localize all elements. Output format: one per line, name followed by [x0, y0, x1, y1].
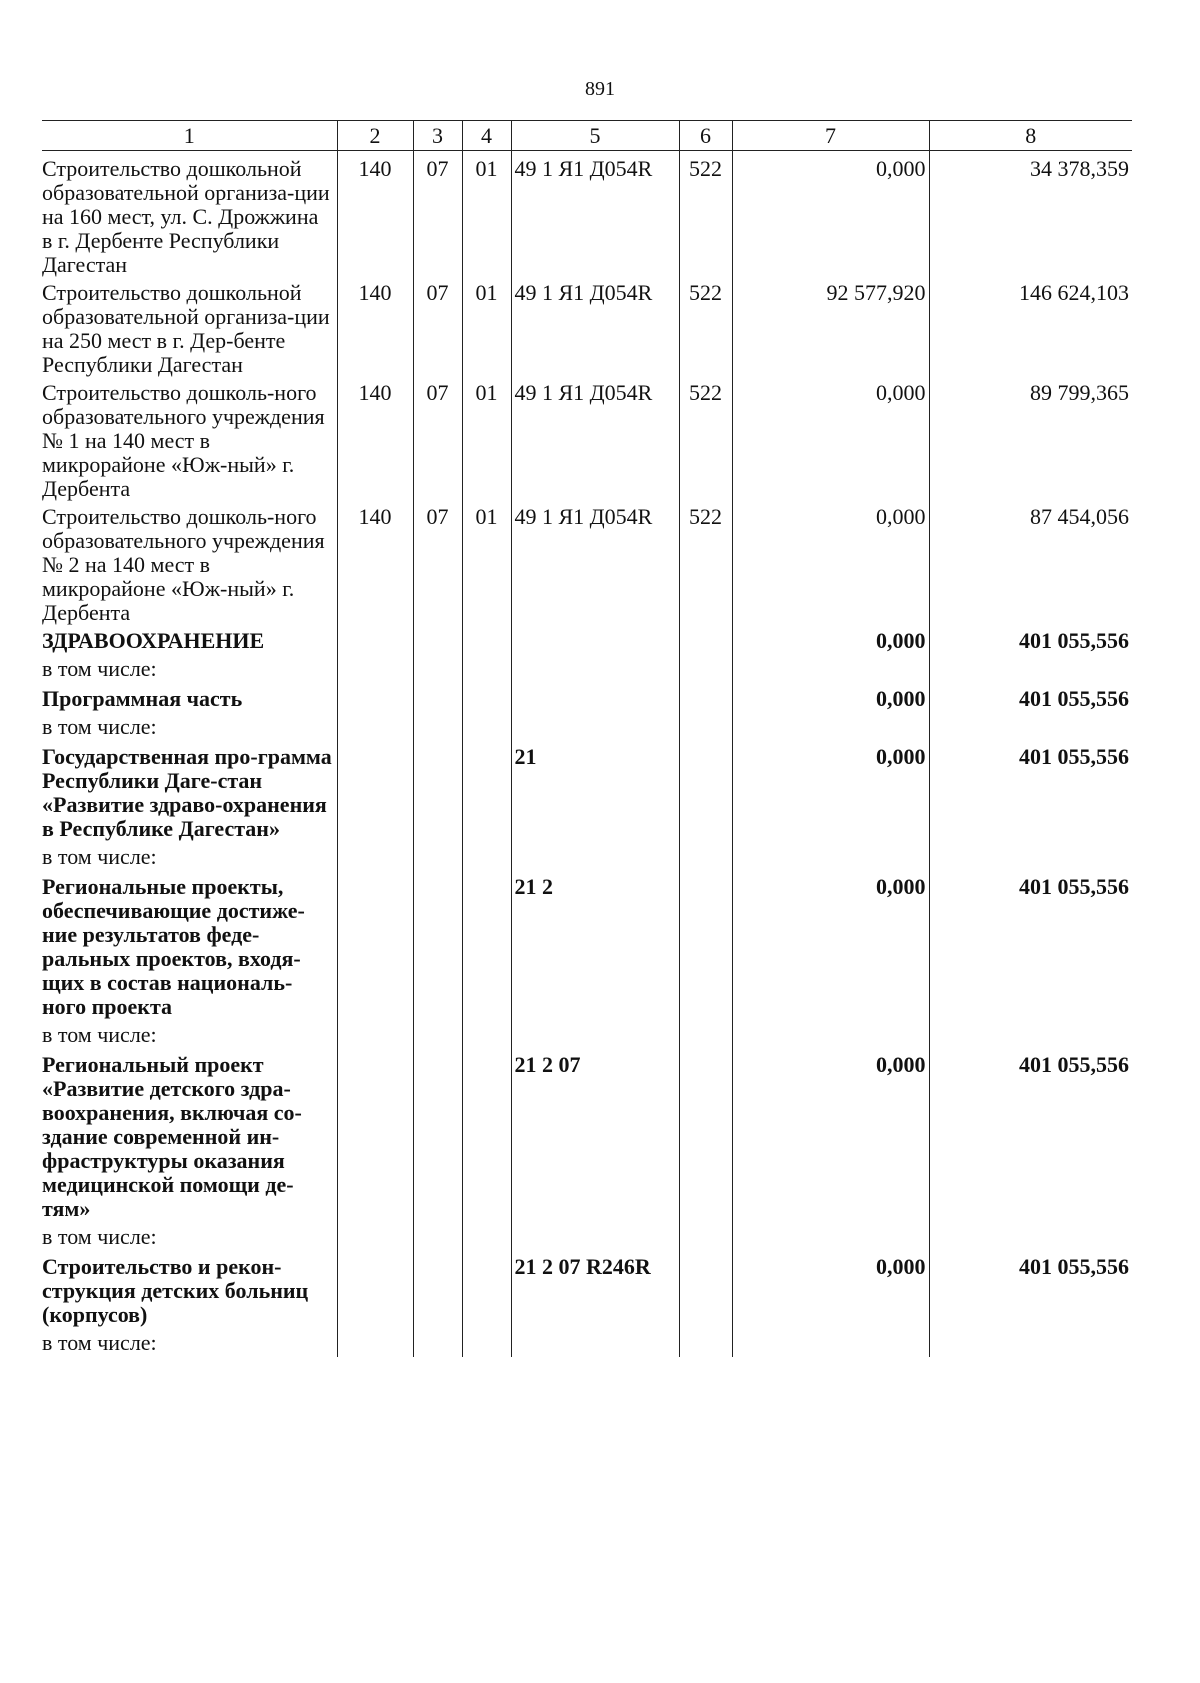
amount-col8: 401 055,556: [929, 1049, 1132, 1221]
code-col6: [679, 871, 732, 1019]
amount-col7: 0,000: [732, 741, 929, 841]
code-col4: [462, 841, 511, 871]
code-col6: 522: [679, 501, 732, 625]
column-header: 8: [929, 121, 1132, 151]
row-description: в том числе:: [42, 1330, 157, 1355]
amount-col8: [929, 841, 1132, 871]
amount-col8: [929, 1221, 1132, 1251]
code-col3: [413, 1049, 462, 1221]
table-row: [42, 151, 1132, 278]
amount-col8: [929, 1019, 1132, 1049]
row-description: Строительство дошколь-ного образовательного учреждения № 1 на 140 мест в микрорайоне «Юж-ный» г. Дербента: [42, 380, 325, 501]
table-row: [42, 501, 1132, 625]
code-col6: [679, 741, 732, 841]
row-description: в том числе:: [42, 1022, 157, 1047]
code-col5: [511, 1019, 679, 1049]
code-col2: [337, 1221, 413, 1251]
amount-col8: 87 454,056: [929, 501, 1132, 625]
table-header-row: [42, 121, 1132, 151]
amount-col7: 0,000: [732, 151, 929, 278]
code-col5: 49 1 Я1 Д054R: [511, 277, 679, 377]
code-col6: [679, 1327, 732, 1357]
code-col6: [679, 1221, 732, 1251]
amount-col7: 0,000: [732, 501, 929, 625]
code-col3: 07: [413, 377, 462, 501]
code-col3: [413, 841, 462, 871]
code-col6: [679, 653, 732, 683]
code-col2: [337, 683, 413, 711]
code-col2: [337, 711, 413, 741]
code-col6: [679, 625, 732, 653]
amount-col8: 146 624,103: [929, 277, 1132, 377]
row-description: в том числе:: [42, 1224, 157, 1249]
code-col4: [462, 1221, 511, 1251]
table-row: [42, 1251, 1132, 1327]
table-row: [42, 841, 1132, 871]
code-col5: [511, 625, 679, 653]
code-col4: [462, 625, 511, 653]
code-col3: 07: [413, 501, 462, 625]
code-col2: [337, 841, 413, 871]
code-col3: [413, 653, 462, 683]
code-col5: [511, 1327, 679, 1357]
row-description: в том числе:: [42, 714, 157, 739]
row-description: Программная часть: [42, 686, 243, 711]
table-row: [42, 741, 1132, 841]
code-col4: [462, 1251, 511, 1327]
code-col2: 140: [337, 501, 413, 625]
code-col3: [413, 625, 462, 653]
code-col4: [462, 1019, 511, 1049]
code-col4: 01: [462, 151, 511, 278]
page-number: 891: [585, 78, 615, 100]
code-col6: [679, 1049, 732, 1221]
code-col3: 07: [413, 277, 462, 377]
amount-col8: 34 378,359: [929, 151, 1132, 278]
table-row: [42, 625, 1132, 653]
amount-col7: [732, 1327, 929, 1357]
code-col5: [511, 841, 679, 871]
table-row: [42, 1221, 1132, 1251]
code-col5: 49 1 Я1 Д054R: [511, 377, 679, 501]
code-col5: 21: [511, 741, 679, 841]
code-col2: 140: [337, 377, 413, 501]
code-col4: 01: [462, 277, 511, 377]
code-col4: 01: [462, 501, 511, 625]
row-description: Строительство дошкольной образовательной организа-ции на 160 мест, ул. С. Дрожжина в г. Дербенте Республики Дагестан: [42, 156, 330, 277]
column-header: 7: [732, 121, 929, 151]
amount-col8: [929, 1327, 1132, 1357]
row-description: в том числе:: [42, 656, 157, 681]
row-description: Строительство дошкольной образовательной организа-ции на 250 мест в г. Дер-бенте Республики Дагестан: [42, 280, 330, 377]
code-col5: [511, 653, 679, 683]
amount-col8: 89 799,365: [929, 377, 1132, 501]
code-col6: 522: [679, 277, 732, 377]
code-col4: 01: [462, 377, 511, 501]
code-col6: [679, 711, 732, 741]
code-col3: 07: [413, 151, 462, 278]
table-row: [42, 871, 1132, 1019]
code-col6: [679, 841, 732, 871]
code-col3: [413, 711, 462, 741]
table-row: [42, 1019, 1132, 1049]
table-row: [42, 683, 1132, 711]
row-description: Государственная про-грамма Республики Даге-стан «Развитие здраво-охранения в Республике Дагестан»: [42, 744, 332, 841]
amount-col7: 0,000: [732, 871, 929, 1019]
code-col5: [511, 711, 679, 741]
code-col6: [679, 1251, 732, 1327]
code-col6: [679, 683, 732, 711]
code-col2: [337, 1327, 413, 1357]
budget-table: [42, 120, 1132, 1357]
amount-col7: 92 577,920: [732, 277, 929, 377]
code-col5: [511, 683, 679, 711]
code-col2: [337, 1049, 413, 1221]
amount-col8: 401 055,556: [929, 871, 1132, 1019]
amount-col7: 0,000: [732, 377, 929, 501]
row-description: Строительство дошколь-ного образовательного учреждения № 2 на 140 мест в микрорайоне «Юж-ный» г. Дербента: [42, 504, 325, 625]
amount-col8: 401 055,556: [929, 625, 1132, 653]
code-col3: [413, 741, 462, 841]
code-col2: [337, 625, 413, 653]
column-header: 4: [462, 121, 511, 151]
amount-col7: [732, 653, 929, 683]
amount-col8: 401 055,556: [929, 741, 1132, 841]
code-col4: [462, 871, 511, 1019]
code-col2: 140: [337, 277, 413, 377]
amount-col7: [732, 1019, 929, 1049]
amount-col8: [929, 711, 1132, 741]
table-row: [42, 1327, 1132, 1357]
code-col2: [337, 1251, 413, 1327]
code-col4: [462, 741, 511, 841]
amount-col7: 0,000: [732, 625, 929, 653]
amount-col7: 0,000: [732, 683, 929, 711]
column-header: 3: [413, 121, 462, 151]
row-description: ЗДРАВООХРАНЕНИЕ: [42, 628, 265, 653]
code-col2: [337, 1019, 413, 1049]
code-col3: [413, 1327, 462, 1357]
code-col5: 21 2 07 R246R: [511, 1251, 679, 1327]
code-col2: [337, 871, 413, 1019]
column-header: 1: [42, 121, 337, 151]
code-col5: [511, 1221, 679, 1251]
code-col4: [462, 1049, 511, 1221]
code-col6: 522: [679, 151, 732, 278]
code-col5: 21 2: [511, 871, 679, 1019]
amount-col8: 401 055,556: [929, 1251, 1132, 1327]
code-col4: [462, 711, 511, 741]
code-col3: [413, 1019, 462, 1049]
code-col2: [337, 741, 413, 841]
code-col3: [413, 1251, 462, 1327]
column-header: 5: [511, 121, 679, 151]
table-row: [42, 377, 1132, 501]
amount-col8: 401 055,556: [929, 683, 1132, 711]
row-description: в том числе:: [42, 844, 157, 869]
table-row: [42, 1049, 1132, 1221]
amount-col7: [732, 841, 929, 871]
code-col6: 522: [679, 377, 732, 501]
column-header: 6: [679, 121, 732, 151]
amount-col8: [929, 653, 1132, 683]
code-col4: [462, 653, 511, 683]
code-col4: [462, 683, 511, 711]
table-row: [42, 653, 1132, 683]
table-row: [42, 711, 1132, 741]
amount-col7: 0,000: [732, 1251, 929, 1327]
code-col6: [679, 1019, 732, 1049]
amount-col7: [732, 711, 929, 741]
code-col2: 140: [337, 151, 413, 278]
code-col5: 49 1 Я1 Д054R: [511, 501, 679, 625]
column-header: 2: [337, 121, 413, 151]
amount-col7: [732, 1221, 929, 1251]
row-description: Строительство и рекон-струкция детских больниц (корпусов): [42, 1254, 309, 1327]
amount-col7: 0,000: [732, 1049, 929, 1221]
table-body: [42, 151, 1132, 1358]
table-row: [42, 277, 1132, 377]
code-col5: 49 1 Я1 Д054R: [511, 151, 679, 278]
row-description: Региональные проекты, обеспечивающие достиже-ние результатов феде-ральных проектов, входя-щих в состав националь-ного проекта: [42, 874, 305, 1019]
code-col5: 21 2 07: [511, 1049, 679, 1221]
row-description: Региональный проект «Развитие детского здра-воохранения, включая со-здание современной ин-фраструктуры оказания медицинской помощи де-тям»: [42, 1052, 302, 1221]
code-col3: [413, 1221, 462, 1251]
code-col4: [462, 1327, 511, 1357]
code-col3: [413, 871, 462, 1019]
code-col3: [413, 683, 462, 711]
code-col2: [337, 653, 413, 683]
